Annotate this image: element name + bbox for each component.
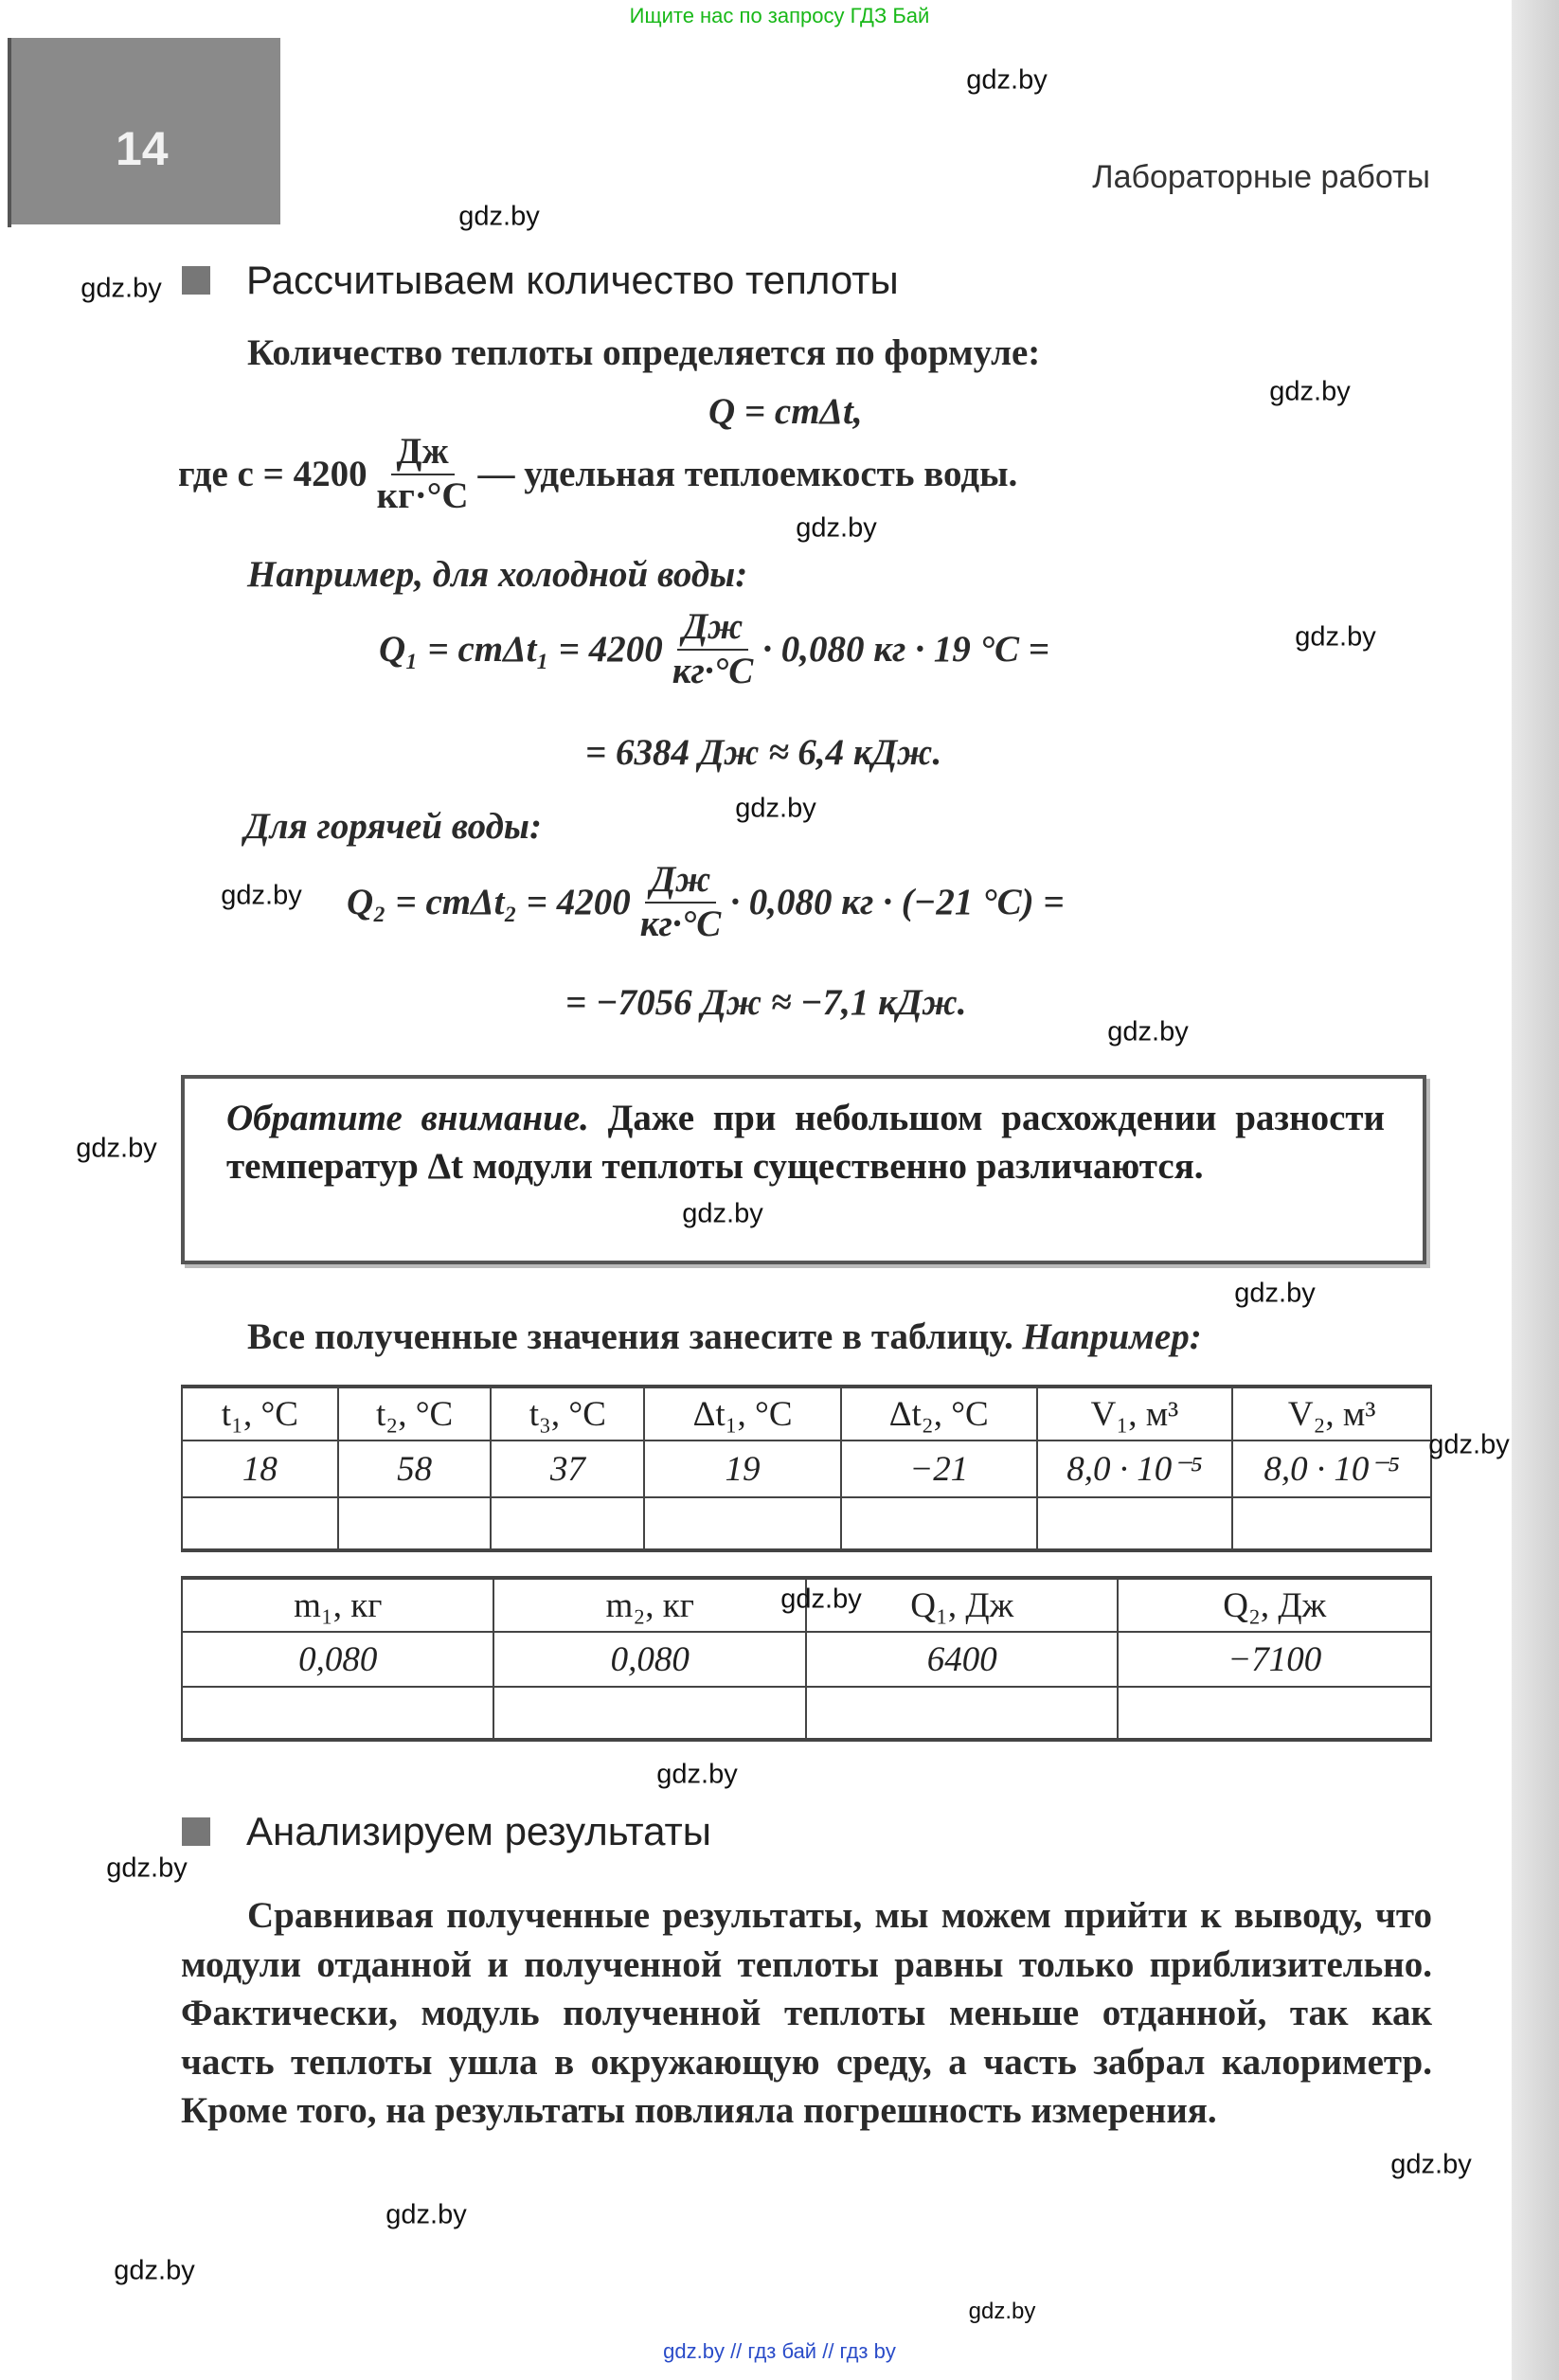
- table-row: [182, 1632, 1431, 1687]
- where-prefix: где c = 4200: [178, 454, 367, 495]
- unit-denominator: кг·°С: [376, 474, 469, 516]
- formula-intro: Количество теплоты определяется по формуле:: [247, 332, 1041, 373]
- table-header-cell: Q₁, Дж: [806, 1578, 1118, 1632]
- table-cell-empty: [841, 1497, 1037, 1550]
- unit-numerator: Дж: [677, 606, 749, 651]
- table-intro: [247, 1315, 1202, 1358]
- section-heading-analysis: [182, 1809, 711, 1854]
- table-cell: 19: [644, 1441, 841, 1497]
- table-header-cell: V₁, м³: [1037, 1387, 1233, 1441]
- cold-water-label: Например, для холодной воды:: [247, 554, 748, 595]
- table-cell: 0,080: [493, 1632, 805, 1687]
- table-cell-empty: [806, 1687, 1118, 1740]
- running-head: Лабораторные работы: [1092, 159, 1430, 195]
- watermark: gdz.by: [76, 1133, 157, 1164]
- table-cell: 8,0 · 10⁻⁵: [1232, 1441, 1431, 1497]
- page-number: 14: [116, 122, 169, 175]
- table-cell: −7100: [1118, 1632, 1431, 1687]
- table-cell: 8,0 · 10⁻⁵: [1037, 1441, 1233, 1497]
- unit-denominator: кг·°С: [672, 650, 754, 691]
- top-note: Ищите нас по запросу ГДЗ Бай: [629, 4, 930, 27]
- table-header-cell: Δt₂, °С: [841, 1387, 1037, 1441]
- watermark: gdz.by: [221, 880, 302, 911]
- conclusion-paragraph: Сравнивая полученные результаты, мы можем прийти к выводу, что модули отданной и полученной теплоты равны только приблизительно. Фактически, модуль полученной теплоты меньше отданной, так как часть теплоты ушла в окружающую среду, а часть забрал калориметр. Кроме того, на результаты повлияла погрешность измерения.: [181, 1895, 1432, 2131]
- watermark: gdz.by: [385, 2199, 467, 2230]
- watermark: gdz.by: [1428, 1429, 1510, 1460]
- section-heading-text: Рассчитываем количество теплоты: [246, 258, 899, 302]
- watermark: gdz.by: [1295, 621, 1376, 653]
- section-heading-heat: [182, 258, 899, 303]
- watermark: gdz.by: [1269, 376, 1351, 407]
- footer-links[interactable]: gdz.by // гдз бай // гдз by: [663, 2339, 896, 2363]
- q1-formula: [379, 606, 1049, 693]
- watermark: gdz.by: [966, 64, 1048, 96]
- table-header-cell: t₂, °С: [338, 1387, 492, 1441]
- section-bullet-icon: [182, 266, 210, 295]
- watermark: gdz.by: [106, 1852, 188, 1884]
- notice-box: [181, 1075, 1426, 1264]
- table-intro-text: Все полученные значения занесите в таблицу.: [247, 1316, 1013, 1357]
- formula-main: Q = cmΔt,: [708, 391, 863, 432]
- q1-unit-fraction: [672, 606, 754, 693]
- watermark: gdz.by: [458, 201, 540, 232]
- q2-right: · 0,080 кг · (−21 °С) =: [730, 882, 1065, 923]
- watermark: gdz.by: [682, 1198, 763, 1229]
- table-header-cell: Q₂, Дж: [1118, 1578, 1431, 1632]
- section-heading-text: Анализируем результаты: [246, 1809, 711, 1853]
- notice-lead: Обратите внимание.: [226, 1098, 589, 1138]
- table-intro-example: Например:: [1022, 1316, 1202, 1357]
- watermark: gdz.by: [735, 793, 816, 824]
- table-cell-empty: [1037, 1497, 1233, 1550]
- watermark: gdz.by: [780, 1584, 862, 1615]
- table-cell: −21: [841, 1441, 1037, 1497]
- watermark: gdz.by: [114, 2255, 195, 2286]
- q2-result: = −7056 Дж ≈ −7,1 кДж.: [565, 982, 967, 1023]
- q2-left: Q₂ = cmΔt₂ = 4200: [347, 882, 631, 923]
- page-tab-edge: [8, 38, 11, 227]
- table-header-cell: t₁, °С: [182, 1387, 338, 1441]
- q1-result: = 6384 Дж ≈ 6,4 кДж.: [585, 732, 942, 773]
- table-header-cell: Δt₁, °С: [644, 1387, 841, 1441]
- table-header-cell: V₂, м³: [1232, 1387, 1431, 1441]
- table-row-empty: [182, 1687, 1431, 1740]
- unit-fraction: [377, 431, 469, 518]
- watermark: gdz.by: [968, 2299, 1036, 2324]
- table-row-empty: [182, 1497, 1431, 1550]
- table-cell: 37: [491, 1441, 644, 1497]
- table-cell-empty: [182, 1497, 338, 1550]
- table-cell: 18: [182, 1441, 338, 1497]
- table-row: [182, 1441, 1431, 1497]
- watermark: gdz.by: [656, 1759, 738, 1790]
- table-cell-empty: [493, 1687, 805, 1740]
- page-edge-shade: [1512, 0, 1559, 2380]
- watermark: gdz.by: [1107, 1016, 1189, 1047]
- unit-numerator: Дж: [391, 431, 455, 475]
- table-cell: 0,080: [182, 1632, 493, 1687]
- where-suffix: — удельная теплоемкость воды.: [477, 454, 1018, 495]
- specific-heat-line: [178, 431, 1017, 518]
- section-bullet-icon: [182, 1817, 210, 1846]
- unit-numerator: Дж: [645, 859, 717, 904]
- table-cell-empty: [182, 1687, 493, 1740]
- table-header-cell: t₃, °С: [491, 1387, 644, 1441]
- table-cell-empty: [1232, 1497, 1431, 1550]
- q2-formula: [347, 859, 1065, 946]
- results-table-1: [181, 1385, 1432, 1552]
- table-cell: 58: [338, 1441, 492, 1497]
- table-cell-empty: [644, 1497, 841, 1550]
- q1-left: Q₁ = cmΔt₁ = 4200: [379, 629, 663, 671]
- watermark: gdz.by: [796, 512, 877, 544]
- table-header-row: [182, 1387, 1431, 1441]
- table-cell: 6400: [806, 1632, 1118, 1687]
- table-cell-empty: [491, 1497, 644, 1550]
- q2-unit-fraction: [640, 859, 722, 946]
- table-cell-empty: [338, 1497, 492, 1550]
- watermark: gdz.by: [81, 273, 162, 304]
- unit-denominator: кг·°С: [639, 903, 722, 944]
- table-header-cell: m₂, кг: [493, 1578, 805, 1632]
- q1-right: · 0,080 кг · 19 °С =: [762, 629, 1050, 671]
- watermark: gdz.by: [1234, 1278, 1316, 1309]
- notice-text: Даже при небольшом расхождении разности температур Δt модули теплоты существенно различаются.: [226, 1098, 1386, 1187]
- hot-water-label: Для горячей воды:: [244, 806, 542, 847]
- watermark: gdz.by: [1390, 2149, 1472, 2180]
- table-header-cell: m₁, кг: [182, 1578, 493, 1632]
- table-cell-empty: [1118, 1687, 1431, 1740]
